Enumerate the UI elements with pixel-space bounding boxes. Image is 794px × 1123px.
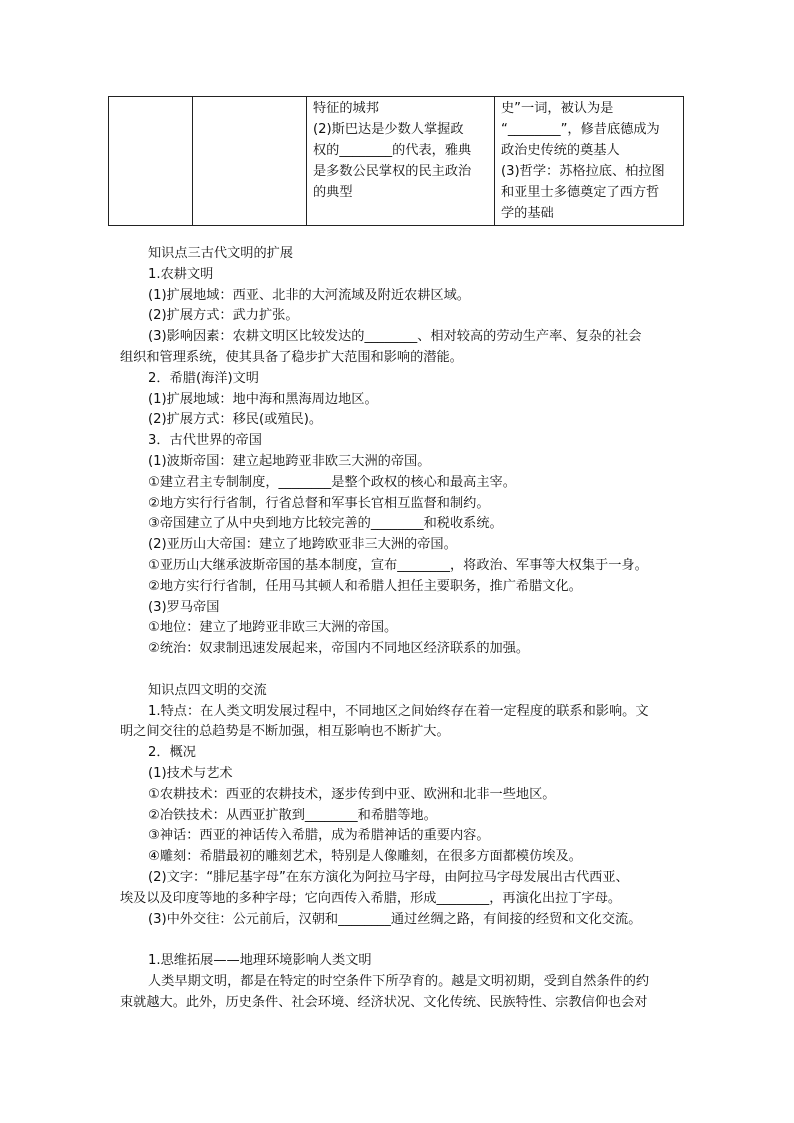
text-line: 3．古代世界的帝国 bbox=[148, 433, 262, 449]
section-heading: 1.思维拓展——地理环境影响人类文明 bbox=[148, 953, 372, 969]
text-line: (3)中外交往：公元前后，汉朝和________通过丝绸之路，有间接的经贸和文化交流。 bbox=[148, 911, 642, 927]
section-heading: 知识点四文明的交流 bbox=[148, 682, 267, 698]
text-line: ③神话：西亚的神话传入希腊，成为希腊神话的重要内容。 bbox=[148, 828, 490, 844]
cell-line: 特征的城邦 bbox=[313, 101, 379, 116]
text-line: ③帝国建立了从中央到地方比较完善的________和税收系统。 bbox=[148, 516, 503, 532]
table-row bbox=[109, 97, 684, 226]
text-line: 2．希腊(海洋)文明 bbox=[148, 370, 259, 386]
table-cell-empty-1 bbox=[109, 97, 193, 226]
table-cell-col3 bbox=[307, 97, 495, 226]
cell-line: (3)哲学：苏格拉底、柏拉图 bbox=[501, 164, 665, 179]
text-line: (1)技术与艺术 bbox=[148, 765, 233, 781]
text-line: (2)扩展方式：移民(或殖民)。 bbox=[148, 412, 323, 428]
text-line: (1)扩展地域：地中海和黑海周边地区。 bbox=[148, 391, 378, 407]
section-civilization-exchange bbox=[120, 681, 680, 931]
document-body bbox=[120, 244, 680, 1013]
text-line: 埃及以及印度等地的多种字母；它向西传入希腊，形成________，再演化出拉丁字母。 bbox=[120, 890, 622, 906]
text-line: ②地方实行行省制，行省总督和军事长官相互监督和制约。 bbox=[148, 495, 490, 511]
section-thinking-extension bbox=[120, 951, 680, 1013]
cell-line: “________”，修昔底德成为 bbox=[501, 122, 660, 137]
table-cell-col4 bbox=[495, 97, 684, 226]
cell-line: 权的________的代表，雅典 bbox=[313, 143, 472, 158]
section-civilization-expansion bbox=[120, 244, 680, 660]
cell-line: 学的基础 bbox=[501, 206, 554, 221]
text-line: 1.特点：在人类文明发展过程中，不同地区之间始终存在着一定程度的联系和影响。文 bbox=[148, 703, 649, 719]
text-line: ④雕刻：希腊最初的雕刻艺术，特别是人像雕刻，在很多方面都模仿埃及。 bbox=[148, 849, 582, 865]
text-line: 人类早期文明，都是在特定的时空条件下所孕育的。越是文明初期，受到自然条件的约 bbox=[148, 973, 650, 989]
cell-line: 的典型 bbox=[313, 185, 353, 200]
text-line: 组织和管理系统，使其具备了稳步扩大范围和影响的潜能。 bbox=[120, 349, 463, 365]
text-line: (2)扩展方式：武力扩张。 bbox=[148, 308, 299, 324]
text-line: ①亚历山大继承波斯帝国的基本制度，宣布________，将政治、军事等大权集于一身。 bbox=[148, 557, 648, 573]
text-line: (1)波斯帝国：建立起地跨亚非欧三大洲的帝国。 bbox=[148, 453, 431, 469]
spacer bbox=[120, 930, 680, 951]
text-line: (3)影响因素：农耕文明区比较发达的________、相对较高的劳动生产率、复杂的社会 bbox=[148, 329, 642, 345]
text-line: ②地方实行行省制，任用马其顿人和希腊人担任主要职务，推广希腊文化。 bbox=[148, 578, 582, 594]
text-line: (1)扩展地域：西亚、北非的大河流域及附近农耕区域。 bbox=[148, 287, 470, 303]
cell-line: (2)斯巴达是少数人掌握政 bbox=[313, 122, 464, 137]
cell-line: 是多数公民掌权的民主政治 bbox=[313, 164, 472, 179]
text-line: 明之间交往的总趋势是不断加强，相互影响也不断扩大。 bbox=[120, 724, 450, 740]
text-line: 1.农耕文明 bbox=[148, 266, 214, 282]
text-line: ①建立君主专制制度，________是整个政权的核心和最高主宰。 bbox=[148, 474, 516, 490]
text-line: (3)罗马帝国 bbox=[148, 599, 220, 615]
cell-line: 史”一词，被认为是 bbox=[501, 101, 614, 116]
section-heading: 知识点三古代文明的扩展 bbox=[148, 246, 294, 261]
cell-line: 政治史传统的奠基人 bbox=[501, 143, 620, 158]
text-line: ②统治：奴隶制迅速发展起来，帝国内不同地区经济联系的加强。 bbox=[148, 641, 530, 657]
text-line: (2)亚历山大帝国：建立了地跨欧亚非三大洲的帝国。 bbox=[148, 537, 457, 553]
text-line: ①地位：建立了地跨亚非欧三大洲的帝国。 bbox=[148, 620, 398, 636]
text-line: (2)文字：“腓尼基字母”在东方演化为阿拉马字母，由阿拉马字母发展出古代西亚、 bbox=[148, 869, 629, 885]
table-cell-empty-2 bbox=[193, 97, 307, 226]
text-line: ①农耕技术：西亚的农耕技术，逐步传到中亚、欧洲和北非一些地区。 bbox=[148, 786, 556, 802]
text-line: 束就越大。此外，历史条件、社会环境、经济状况、文化传统、民族特性、宗教信仰也会对 bbox=[120, 994, 648, 1010]
cell-line: 和亚里士多德奠定了西方哲 bbox=[501, 185, 660, 200]
text-line: 2．概况 bbox=[148, 745, 196, 761]
continuation-table bbox=[108, 96, 684, 226]
spacer bbox=[120, 660, 680, 681]
text-line: ②冶铁技术：从西亚扩散到________和希腊等地。 bbox=[148, 807, 437, 823]
